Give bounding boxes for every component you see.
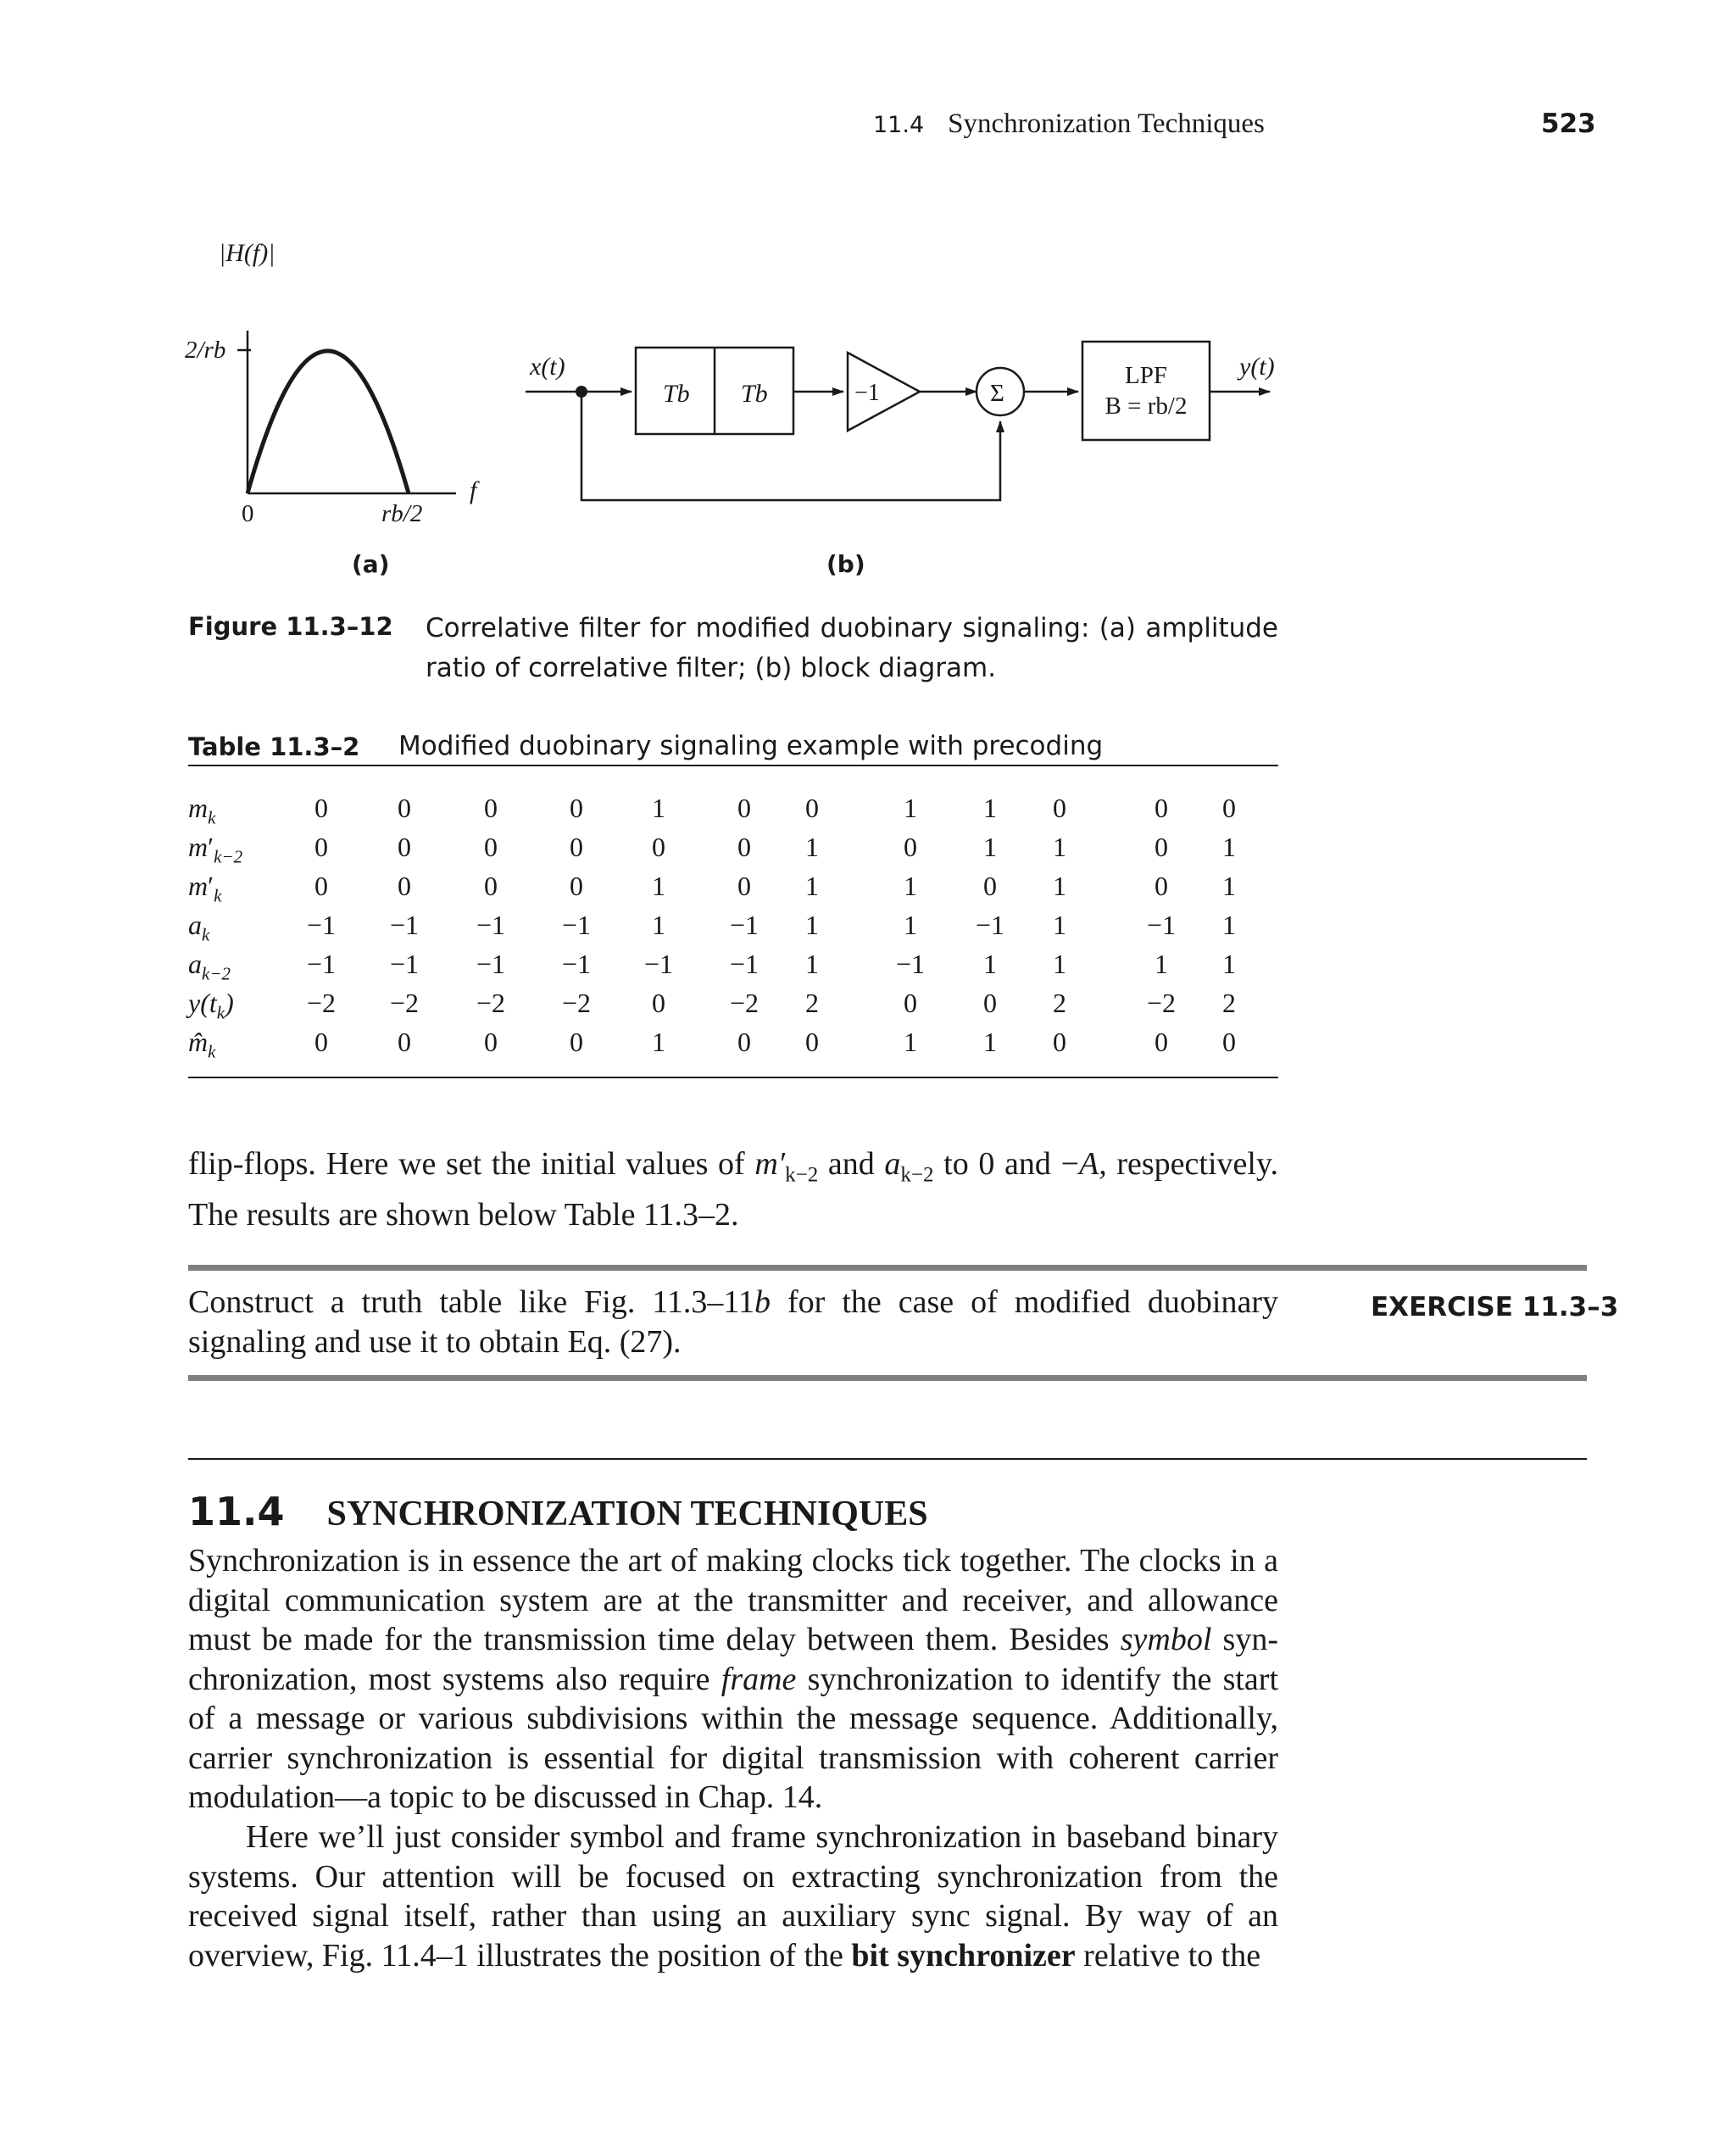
para1-text-a: flip-flops. Here we set the initial values of [188, 1146, 755, 1182]
panel-a-y-tick-label: 2/rb [185, 337, 226, 364]
para1-text-d: respectively. The results are shown below Table 11.3–2. [188, 1146, 1278, 1233]
table-cell: 1 [1053, 871, 1066, 901]
table-cell: 1 [983, 793, 997, 823]
table-row-label-mhat-k: $m̂_k$ [188, 1027, 216, 1062]
header-section-number: 11.4 [873, 112, 925, 138]
table-cell: 0 [1155, 793, 1168, 823]
para2-frame: frame [721, 1661, 797, 1697]
panel-a-x-tick-1: rb/2 [381, 500, 423, 527]
table-cell: 2 [1053, 988, 1066, 1018]
para1-m-prime: m′ [754, 1146, 786, 1182]
panel-a-amplitude-plot [185, 239, 480, 578]
table-cell: 0 [737, 1027, 751, 1057]
table-cell: 0 [652, 832, 665, 862]
table-cell: −1 [1146, 910, 1177, 940]
table-cell: 0 [570, 832, 583, 862]
table-cell: 1 [652, 1027, 665, 1057]
panel-b-output-label: y(t) [1239, 353, 1275, 381]
table-cell: 0 [737, 871, 751, 901]
table-cell: 0 [484, 871, 498, 901]
table-cell: −1 [476, 949, 506, 979]
panel-b-lpf-block [1082, 342, 1210, 440]
table-cell: 0 [737, 793, 751, 823]
table-cell: 0 [737, 832, 751, 862]
exercise-bottom-rule [188, 1375, 1587, 1381]
para3-text-a: Here we’ll just consider symbol and frame synchronization in baseband binary systems. Our attention will be focused on extracting synchronization from the received signal itself, rather than using an auxiliary sync signal. By way of an overview, Fig. 11.4–1 illustrates the position of the [188, 1819, 1278, 1974]
panel-a-x-tick-0: 0 [242, 500, 254, 527]
page-number: 523 [1541, 109, 1596, 139]
paragraph-synchronization-intro [188, 1541, 1278, 1818]
table-cell: −1 [306, 949, 337, 979]
table-row-label-mk: $m_k$ [188, 793, 216, 828]
running-header [873, 109, 1265, 140]
table-cell: 0 [1053, 793, 1066, 823]
table-cell: 1 [904, 793, 917, 823]
table-row-label-mprime-k-2: $m'_{k-2}$ [188, 832, 243, 867]
para2-text-b: synchronization, most systems also require [188, 1622, 1278, 1697]
para2-text-a: Synchronization is in essence the art of making clocks tick together. The clocks in a digital communication system are at the transmitter and receiver, and allowance must be made for the transmission time delay between them. Besides [188, 1543, 1278, 1657]
table-top-rule [188, 765, 1278, 766]
section-heading-title: SYNCHRONIZATION TECHNIQUES [326, 1495, 928, 1534]
header-section-title: Synchronization Techniques [948, 109, 1265, 139]
exercise-label: EXERCISE 11.3–3 [1371, 1292, 1619, 1322]
para3-text-b: relative to the [1075, 1937, 1261, 1974]
panel-b-sublabel: (b) [826, 550, 865, 578]
table-cell: 1 [1155, 949, 1168, 979]
exercise-text [188, 1283, 1278, 1361]
table-cell: 2 [1222, 988, 1236, 1018]
table-cell: 0 [314, 871, 328, 901]
table-cell: 0 [1155, 832, 1168, 862]
panel-b-gain-label: −1 [854, 380, 880, 406]
para3-bold-term: bit synchronizer [851, 1937, 1076, 1974]
table-cell: 0 [484, 793, 498, 823]
table-cell: 0 [1053, 1027, 1066, 1057]
table-cell: 1 [652, 910, 665, 940]
table-row-label-mprime-k: $m'_k$ [188, 871, 222, 906]
table-cell: 1 [983, 1027, 997, 1057]
table-cell: 0 [1222, 793, 1236, 823]
table-cell: −1 [729, 949, 760, 979]
table-cell: 0 [1222, 1027, 1236, 1057]
table-cell: 0 [1155, 871, 1168, 901]
exercise-top-rule [188, 1265, 1587, 1271]
table-cell: 1 [652, 871, 665, 901]
table-cell: −1 [729, 910, 760, 940]
para1-m-sub: k−2 [785, 1163, 819, 1187]
table-cell: 0 [398, 832, 411, 862]
table-label: Table 11.3–2 [188, 732, 360, 761]
exercise-text-c: for the case of modified duobinary signaling and use it to obtain Eq. (27). [188, 1284, 1278, 1360]
table-cell: 0 [398, 871, 411, 901]
panel-b-delay-2: Tb [741, 380, 768, 408]
table-cell: 0 [904, 988, 917, 1018]
table-cell: 0 [652, 988, 665, 1018]
table-cell: 1 [1053, 832, 1066, 862]
table-cell: −1 [643, 949, 674, 979]
table-cell: 1 [805, 832, 819, 862]
table-cell: 1 [805, 871, 819, 901]
table-cell: −1 [895, 949, 926, 979]
section-heading-number: 11.4 [188, 1489, 285, 1534]
table-cell: 0 [314, 1027, 328, 1057]
table-cell: −2 [476, 988, 506, 1018]
panel-a-sublabel: (a) [352, 550, 390, 578]
table-row-label-ytk: $y(t_k)$ [188, 988, 234, 1023]
panel-a-x-axis-label: f [470, 476, 477, 504]
table-cell: 0 [904, 832, 917, 862]
table-cell: −1 [561, 910, 592, 940]
panel-b-input-label: x(t) [530, 353, 565, 381]
table-cell: 1 [904, 910, 917, 940]
panel-b-lpf-line1: LPF [1125, 362, 1167, 389]
section-heading [188, 1489, 928, 1534]
table-row-label-ak-2: $a_{k-2}$ [188, 949, 231, 984]
table-title: Modified duobinary signaling example with precoding [398, 731, 1104, 761]
table-cell: 0 [983, 988, 997, 1018]
para2-symbol: symbol [1120, 1622, 1212, 1657]
table-cell: 1 [904, 1027, 917, 1057]
table-cell: 0 [484, 832, 498, 862]
table-bottom-rule [188, 1077, 1278, 1078]
table-cell: 1 [1222, 871, 1236, 901]
table-cell: 0 [314, 832, 328, 862]
table-cell: 1 [983, 949, 997, 979]
table-cell: −1 [389, 949, 420, 979]
table-cell: 1 [805, 910, 819, 940]
table-cell: 1 [805, 949, 819, 979]
panel-a-y-axis-label: |H(f)| [219, 239, 275, 267]
table-cell: 0 [484, 1027, 498, 1057]
table-cell: −2 [306, 988, 337, 1018]
table-cell: 0 [570, 1027, 583, 1057]
para2-text-c: synchronization to identify the start of a message or various subdivisions within the message sequence. Additionally, carrier synchronization is essential for digital transmission with coherent carrier modulation—a topic to be discussed in Chap. 14. [188, 1661, 1279, 1815]
table-cell: 0 [398, 1027, 411, 1057]
table-cell: 0 [570, 871, 583, 901]
para1-text-b: and [818, 1146, 885, 1182]
exercise-text-b: b [754, 1284, 771, 1320]
table-cell: 1 [652, 793, 665, 823]
table-cell: 1 [983, 832, 997, 862]
exercise-text-a: Construct a truth table like Fig. 11.3–11 [188, 1284, 755, 1320]
table-cell: −2 [389, 988, 420, 1018]
table-row-label-ak: $a_k$ [188, 910, 210, 945]
figure-correlative-filter [170, 229, 1305, 585]
panel-b-block-diagram [526, 342, 1275, 578]
table-cell: 1 [1053, 949, 1066, 979]
paragraph-flip-flops [188, 1144, 1278, 1235]
table-cell: −1 [975, 910, 1005, 940]
table-cell: −1 [561, 949, 592, 979]
panel-b-summer-symbol: Σ [990, 380, 1004, 407]
table-cell: 0 [805, 1027, 819, 1057]
panel-b-feedforward-wire [581, 392, 1000, 500]
panel-a-curve [248, 351, 409, 493]
table-cell: 2 [805, 988, 819, 1018]
table-cell: −2 [561, 988, 592, 1018]
panel-b-delay-1: Tb [663, 380, 690, 408]
table-cell: 0 [1155, 1027, 1168, 1057]
table-cell: −1 [306, 910, 337, 940]
table-cell: 0 [983, 871, 997, 901]
para1-a-sub: k−2 [900, 1163, 934, 1187]
figure-caption: Correlative filter for modified duobinary signaling: (a) amplitude ratio of correlative filter; (b) block diagram. [426, 613, 1278, 683]
table-cell: 1 [1222, 832, 1236, 862]
table-cell: −2 [1146, 988, 1177, 1018]
table-cell: 1 [904, 871, 917, 901]
panel-b-lpf-line2: B = rb/2 [1104, 392, 1188, 420]
figure-label: Figure 11.3–12 [188, 612, 393, 641]
para1-a: a [884, 1146, 901, 1182]
table-cell: 1 [1053, 910, 1066, 940]
table-cell: 0 [805, 793, 819, 823]
para1-text-c: to 0 and − [933, 1146, 1079, 1182]
table-cell: −2 [729, 988, 760, 1018]
section-rule [188, 1458, 1587, 1460]
table-cell: 0 [314, 793, 328, 823]
table-cell: 0 [570, 793, 583, 823]
para1-A: A, [1079, 1146, 1107, 1182]
paragraph-symbol-frame-sync [188, 1818, 1278, 1975]
table-cell: 0 [398, 793, 411, 823]
table-cell: −1 [389, 910, 420, 940]
table-cell: 1 [1222, 910, 1236, 940]
table-cell: −1 [476, 910, 506, 940]
table-cell: 1 [1222, 949, 1236, 979]
